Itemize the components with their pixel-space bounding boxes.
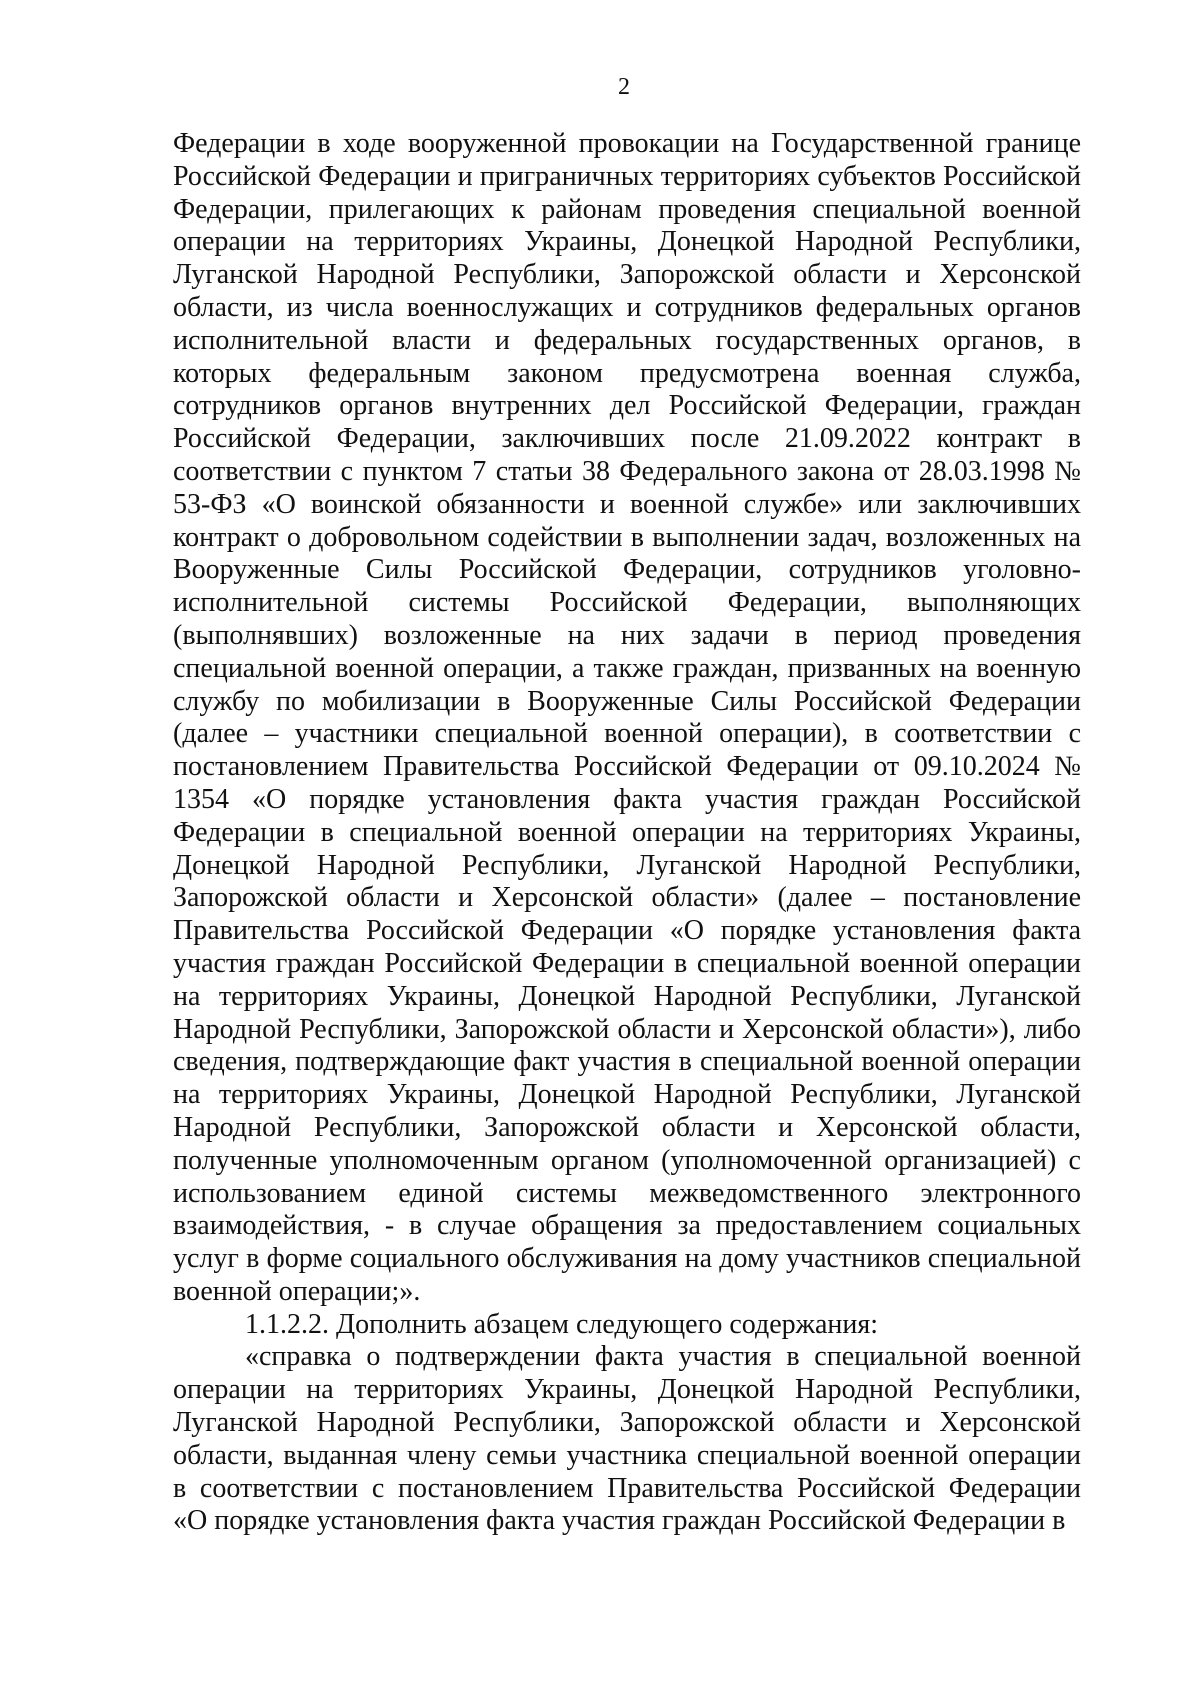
document-body <box>173 128 1081 1538</box>
paragraph-quoted-addition: «справка о подтверждении факта участия в специальной военной операции на территориях Украины, Донецкой Народной Республики, Луганской Народной Республики, Запорожской области и Херсонской области, выданная члену семьи участника специальной военной операции в соответствии с постановлением Правительства Российской Федерации «О порядке установления факта участия граждан Российской Федерации в <box>173 1341 1081 1537</box>
page-number: 2 <box>618 74 630 100</box>
paragraph-item-1-1-2-2: 1.1.2.2. Дополнить абзацем следующего содержания: <box>245 1308 879 1340</box>
paragraph-continued: Федерации в ходе вооруженной провокации на Государственной границе Российской Федерации и приграничных территориях субъектов Российской Федерации, прилегающих к районам проведения специальной военной операции на территориях Украины, Донецкой Народной Республики, Луганской Народной Республики, Запорожской области и Херсонской области, из числа военнослужащих и сотрудников федеральных органов исполнительной власти и федеральных государственных органов, в которых федеральным законом предусмотрена военная служба, сотрудников органов внутренних дел Российской Федерации, граждан Российской Федерации, заключивших после 21.09.2022 контракт в соответствии с пунктом 7 статьи 38 Федерального закона от 28.03.1998 № 53-ФЗ «О воинской обязанности и военной службе» или заключивших контракт о добровольном содействии в выполнении задач, возложенных на Вооруженные Силы Российской Федерации, сотрудников уголовно-исполнительной системы Российской Федерации, выполняющих (выполнявших) возложенные на них задачи в период проведения специальной военной операции, а также граждан, призванных на военную службу по мобилизации в Вооруженные Силы Российской Федерации (далее – участники специальной военной операции), в соответствии с постановлением Правительства Российской Федерации от 09.10.2024 № 1354 «О порядке установления факта участия граждан Российской Федерации в специальной военной операции на территориях Украины, Донецкой Народной Республики, Луганской Народной Республики, Запорожской области и Херсонской области» (далее – постановление Правительства Российской Федерации «О порядке установления факта участия граждан Российской Федерации в специальной военной операции на территориях Украины, Донецкой Народной Республики, Луганской Народной Республики, Запорожской области и Херсонской области»), либо сведения, подтверждающие факт участия в специальной военной операции на территориях Украины, Донецкой Народной Республики, Луганской Народной Республики, Запорожской области и Херсонской области, полученные уполномоченным органом (уполномоченной организацией) с использованием единой системы межведомственного электронного взаимодействия, - в случае обращения за предоставлением социальных услуг в форме социального обслуживания на дому участников специальной военной операции;». <box>173 128 1081 1307</box>
